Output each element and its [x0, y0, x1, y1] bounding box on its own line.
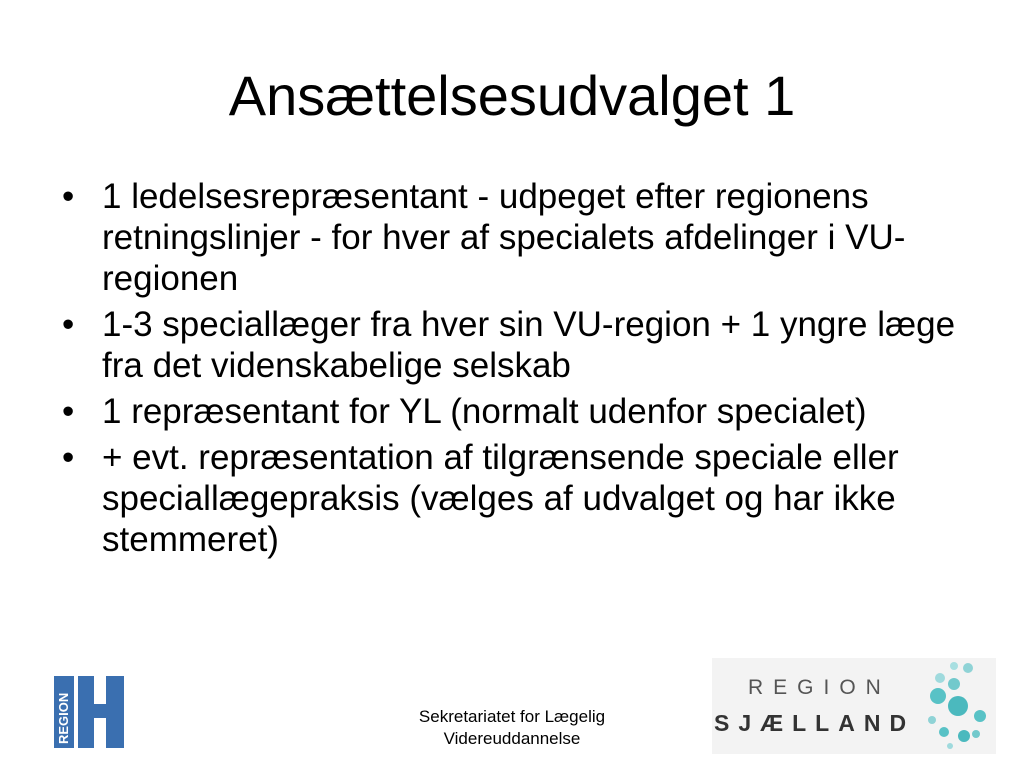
bullet-item [62, 437, 962, 560]
footer-line-2: Videreuddannelse [443, 729, 581, 748]
region-sjaelland-logo [712, 658, 996, 754]
dots-icon [920, 658, 996, 754]
region-sjaelland-line-1: REGION [748, 676, 891, 699]
bullet-item [62, 176, 962, 299]
bullet-list [62, 176, 962, 565]
bullet-marker: • [62, 438, 75, 477]
bullet-item [62, 391, 962, 432]
slide-title: Ansættelsesudvalget 1 [228, 64, 796, 127]
region-hovedstaden-logo [54, 676, 126, 748]
bullet-marker: • [62, 392, 75, 431]
bullet-text: 1 ledelsesrepræsentant - udpeget efter regionens retningslinjer - for hver af specialets afdelinger i VU-regionen [102, 177, 906, 298]
region-sjaelland-line-2: SJÆLLAND [714, 710, 916, 736]
bullet-item [62, 304, 962, 386]
bullet-text: 1 repræsentant for YL (normalt udenfor specialet) [102, 392, 867, 431]
bullet-marker: • [62, 305, 75, 344]
bullet-text: 1-3 speciallæger fra hver sin VU-region + 1 yngre læge fra det videnskabelige selskab [102, 305, 956, 385]
region-h-logo-icon [54, 676, 126, 748]
footer-text [390, 706, 634, 750]
bullet-marker: • [62, 177, 75, 216]
bullet-text: + evt. repræsentation af tilgrænsende speciale eller speciallægepraksis (vælges af udvalget og har ikke stemmeret) [102, 438, 899, 559]
footer-line-1: Sekretariatet for Lægelig [418, 707, 606, 726]
region-h-logo-text: REGION [56, 692, 71, 744]
